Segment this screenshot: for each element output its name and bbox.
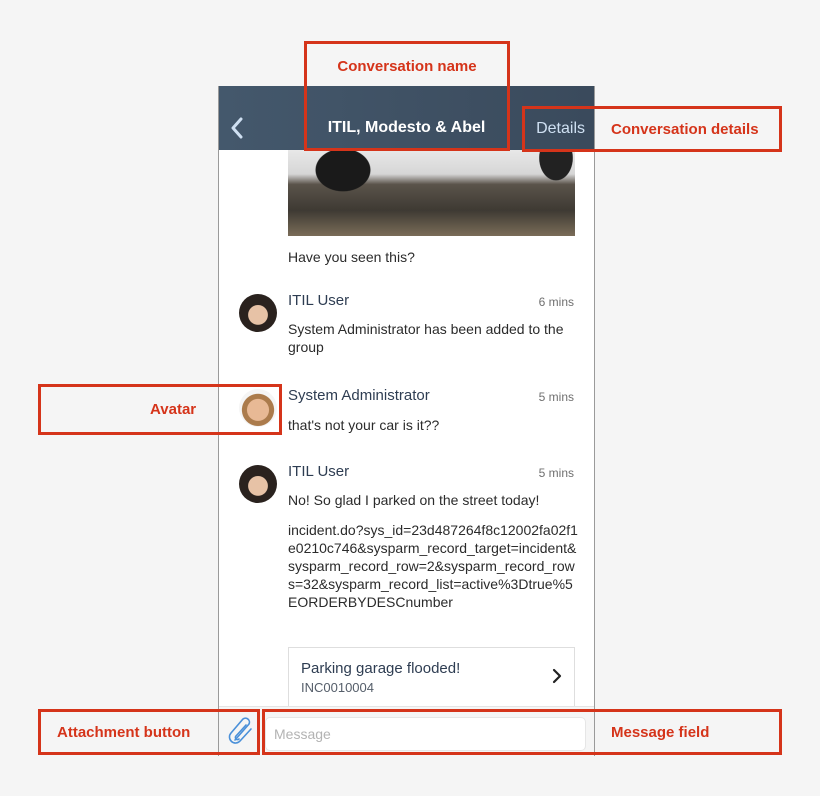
record-number: INC0010004 — [301, 680, 374, 695]
sender-name: System Administrator — [288, 387, 430, 404]
message-link[interactable]: incident.do?sys_id=23d487264f8c12002fa02f1e0210c746&sysparm_record_target=incident&sysparm_record_row=2&sysparm_record_rows=32&sysparm_record_list=active%3Dtrue%5EORDERBYDESCnumber — [288, 522, 578, 610]
sender-name: ITIL User — [288, 463, 350, 480]
callout-label: Attachment button — [57, 723, 191, 741]
callout-label: Message field — [611, 723, 710, 741]
record-card[interactable] — [288, 647, 575, 706]
shared-photo[interactable] — [288, 150, 575, 236]
chevron-right-icon — [552, 668, 562, 684]
conversation-title: ITIL, Modesto & Abel — [327, 119, 486, 136]
callout-label: Conversation details — [611, 120, 759, 138]
message-text: that's not your car is it?? — [288, 417, 440, 433]
message-time: 5 mins — [538, 466, 574, 480]
sender-name: ITIL User — [288, 292, 350, 309]
callout-label: Conversation name — [337, 58, 477, 75]
message-text: No! So glad I parked on the street today! — [288, 492, 540, 508]
callout-conversation-details — [522, 106, 782, 152]
message-time: 5 mins — [538, 390, 574, 404]
callout-avatar — [38, 384, 282, 435]
callout-attachment-button — [38, 709, 260, 755]
callout-message-field — [262, 709, 782, 755]
callout-label: Avatar — [150, 401, 197, 418]
message-text: Have you seen this? — [288, 249, 415, 265]
message-text: System Administrator has been added to the group — [288, 321, 564, 355]
message-time: 6 mins — [538, 295, 574, 309]
details-button[interactable]: Details — [536, 120, 585, 137]
record-title: Parking garage flooded! — [301, 660, 461, 677]
avatar[interactable] — [239, 294, 277, 332]
callout-conversation-name — [304, 41, 510, 151]
avatar[interactable] — [239, 465, 277, 503]
